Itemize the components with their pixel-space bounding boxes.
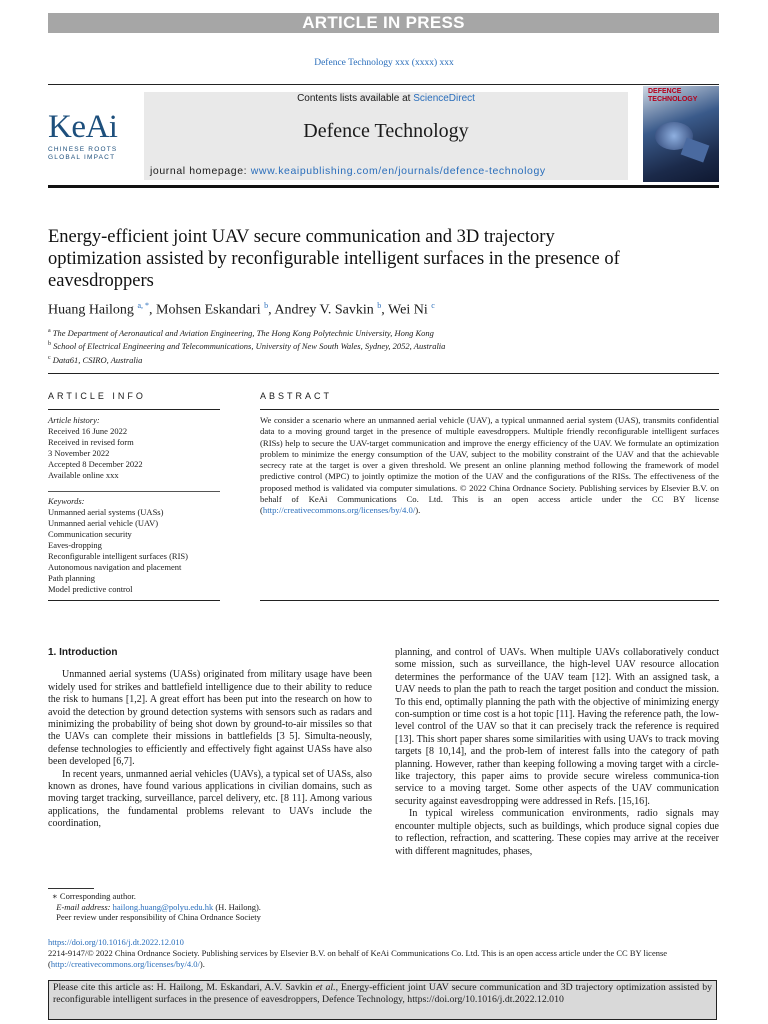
keyword-item: Reconfigurable intelligent surfaces (RIS)	[48, 551, 188, 561]
info-rule	[48, 409, 220, 410]
keyword-list	[48, 507, 223, 595]
keyword-item: Path planning	[48, 573, 95, 583]
author-affiliation-mark[interactable]: b	[377, 301, 382, 310]
info-top-rule	[48, 373, 719, 374]
body-column-left	[48, 647, 372, 831]
keyword-item: Communication security	[48, 529, 132, 539]
intro-paragraph-1: Unmanned aerial systems (UASs) originated from military usage have been widely used for strikes and battlefield intelligence due to their ability to reduce the risk to humans [1,2]. A great effort has been put into the research on how to avoid the detection by ground detection systems with sensors such as radars and minimizing the probability of being shot down by ground-to-air missiles so that the UAVs can complete their missions in battlefields [3 5]. Simulta-neously, defense technologies to efficiently and effectively fight against UASs have also been developed [6,7].	[48, 669, 372, 768]
abstract-text: We consider a scenario where an unmanned aerial vehicle (UAV), a typical unmanned aerial system (UAS), transmits confidential data to a moving ground target in the presence of multiple eavesdroppers. Multiple friendly reconfigurable intelligent surfaces (RISs) help to secure the UAV-target communication and improve the energy efficiency of the UAV. We formulate an optimization problem to minimize the energy consumption of the UAV, subject to the mobility constraint of the UAV and that the achievable secrecy rate at the target is over a given threshold. We present an online planning method following the framework of model predictive control (MPC) to jointly optimize the motion of the UAV and the configurations of the RISs. The effectiveness of the proposed method is validated via computer simulations. © 2022 China Ordnance Society. Publishing services by Elsevier B.V. on behalf of KeAi Communications Co. Ltd. This is an open access article under the CC BY license (http://creativecommons.org/licenses/by/4.0/).	[260, 415, 719, 515]
author-list: Huang Hailong $^{a, *}$, Mohsen Eskandari $^b$, Andrey V. Savkin $^b$, Wei Ni $^c$	[48, 301, 435, 318]
author-name[interactable]: Huang Hailong	[48, 302, 138, 318]
history-item: Available online xxx	[48, 470, 119, 480]
paper-title: Energy-efficient joint UAV secure communication and 3D trajectory optimization assisted by reconfigurable intelligent surfaces in the presence of eavesdroppers	[48, 227, 620, 291]
keywords-label: Keywords:	[48, 496, 85, 506]
abstract-heading: ABSTRACT	[260, 391, 333, 401]
keyword-item: Unmanned aerial systems (UASs)	[48, 507, 164, 517]
citation-box: Please cite this article as: H. Hailong, M. Eskandari, A.V. Savkin et al., Energy-efficient joint UAV secure communication and 3D trajectory optimization assisted by reconfigurable intelligent surfaces in the presence of eavesdroppers, Defence Technology, https://doi.org/10.1016/j.dt.2022.12.010	[48, 980, 717, 1020]
author-affiliation-mark[interactable]: a, *	[137, 301, 149, 310]
email-link[interactable]: hailong.huang@polyu.edu.hk	[112, 901, 214, 912]
keyword-item: Eaves-dropping	[48, 540, 102, 550]
info-bottom-rule	[48, 600, 220, 601]
intro-paragraph-3: planning, and control of UAVs. When multiple UAVs collaboratively conduct some mission, such as surveillance, the high-level UAV resource allocation determines the performance of the UAV team [12]. With an assigned task, a UAV needs to plan the path to reach the target position and conduct the mission. To this end, optimally planning the path with the objective of minimizing energy con-sumption or time cost is a hot topic [11]. Having the reference path, the low-level control of the UAV so that it can precisely track the reference is required [13]. This short paper shares some similarities with using UAVs to track moving targets [8 10,14], and the prob-lem of interest falls into the category of path planning. However, rather than keeping following a moving target with a circle-like trajectory, this paper aims to provide secure wireless communica-tion service to a moving target. Some other aspects of the UAV communication security against eavesdropping were addressed in Refs. [15,16].	[395, 647, 719, 807]
keywords-rule	[48, 491, 220, 492]
history-item: Received in revised form	[48, 437, 134, 447]
journal-homepage-line: journal homepage: www.keaipublishing.com/en/journals/defence-technology	[150, 165, 546, 177]
journal-reference-link[interactable]: Defence Technology xxx (xxxx) xxx	[314, 58, 454, 68]
doi-link[interactable]: https://doi.org/10.1016/j.dt.2022.12.010	[48, 937, 184, 947]
intro-paragraph-4: In typical wireless communication environments, radio signals may encounter multiple objects, such as buildings, which produce signal copies due to reflection, refraction, and scattering. These copies may arrive at the receiver with different magnitudes, phases,	[395, 808, 719, 857]
footer-license-link[interactable]: http://creativecommons.org/licenses/by/4.0/	[50, 958, 200, 969]
cover-artwork-aircraft	[681, 137, 710, 162]
history-item: 3 November 2022	[48, 448, 110, 458]
abstract-copyright: © 2022 China Ordnance Society. Publishing services by Elsevier B.V. on behalf of KeAi Communications Co. Ltd. This is an open access article under the CC BY license (	[260, 482, 719, 515]
logo-tagline: CHINESE ROOTS GLOBAL IMPACT	[48, 146, 118, 161]
section-heading-introduction: 1. Introduction	[48, 647, 118, 658]
history-label: Article history:	[48, 415, 100, 425]
corresponding-author-note: Corresponding author.	[59, 891, 136, 901]
peer-review-note: Peer review under responsibility of China Ordnance Society	[56, 912, 261, 922]
affiliation-item: $^a$ The Department of Aeronautical and Aviation Engineering, The Hong Kong Polytechnic University, Hong Kong	[48, 327, 434, 338]
footer-copyright: 2214-9147/© 2022 China Ordnance Society. Publishing services by Elsevier B.V. on behalf of KeAi Communications Co. Ltd. This is an open access article under the CC BY license (http://creativecommons.org/licenses/by/4.0/).	[48, 948, 668, 969]
history-item: Accepted 8 December 2022	[48, 459, 143, 469]
abstract-bottom-rule	[260, 600, 719, 601]
keywords-block	[48, 496, 223, 595]
journal-cover-thumbnail[interactable]	[643, 86, 719, 182]
license-link[interactable]: http://creativecommons.org/licenses/by/4.0/	[262, 505, 416, 515]
keyword-item: Unmanned aerial vehicle (UAV)	[48, 518, 159, 528]
masthead-top-rule	[48, 84, 719, 85]
masthead-bottom-rule	[48, 185, 719, 188]
history-list	[48, 426, 223, 481]
keai-logo[interactable]	[48, 110, 138, 162]
article-info-heading: ARTICLE INFO	[48, 391, 146, 401]
author-affiliation-mark[interactable]: b	[264, 301, 269, 310]
history-item: Received 16 June 2022	[48, 426, 128, 436]
keyword-item: Autonomous navigation and placement	[48, 562, 182, 572]
sciencedirect-link[interactable]: ScienceDirect	[413, 93, 475, 104]
affiliation-list	[48, 326, 688, 366]
affiliation-item: $^c$ Data61, CSIRO, Australia	[48, 354, 143, 365]
contents-line: Contents lists available at ScienceDirect	[297, 93, 475, 104]
journal-homepage-link[interactable]: www.keaipublishing.com/en/journals/defence-technology	[250, 165, 546, 177]
article-history	[48, 415, 223, 481]
author-name[interactable]: Wei Ni	[388, 302, 432, 318]
body-column-right	[395, 647, 719, 858]
author-name[interactable]: Andrey V. Savkin	[274, 302, 378, 318]
logo-wordmark: KeAi	[48, 109, 118, 145]
footnote-rule	[48, 888, 94, 889]
journal-title: Defence Technology	[303, 120, 469, 142]
cover-title: DEFENCE TECHNOLOGY	[648, 88, 698, 103]
author-name[interactable]: Mohsen Eskandari	[156, 302, 265, 318]
article-in-press-banner: ARTICLE IN PRESS	[48, 13, 719, 33]
affiliation-item: $^b$ School of Electrical Engineering and Telecommunications, University of New South Wales, Sydney, 2052, Australia	[48, 341, 446, 352]
keyword-item: Model predictive control	[48, 584, 133, 594]
author-affiliation-mark[interactable]: c	[431, 301, 435, 310]
footnotes: ∗ Corresponding author. E-mail address: hailong.huang@polyu.edu.hk (H. Hailong). Peer review under responsibility of China Ordnance Society	[52, 891, 261, 922]
abstract-rule	[260, 409, 719, 410]
intro-paragraph-2: In recent years, unmanned aerial vehicles (UAVs), a typical set of UASs, also known as drones, have found various applications in civilian domains, such as moving target tracking, surveillance, parcel delivery, etc. [8 11]. Among various applications, the fundamental problems relevant to UAVs include the coordination,	[48, 768, 372, 830]
